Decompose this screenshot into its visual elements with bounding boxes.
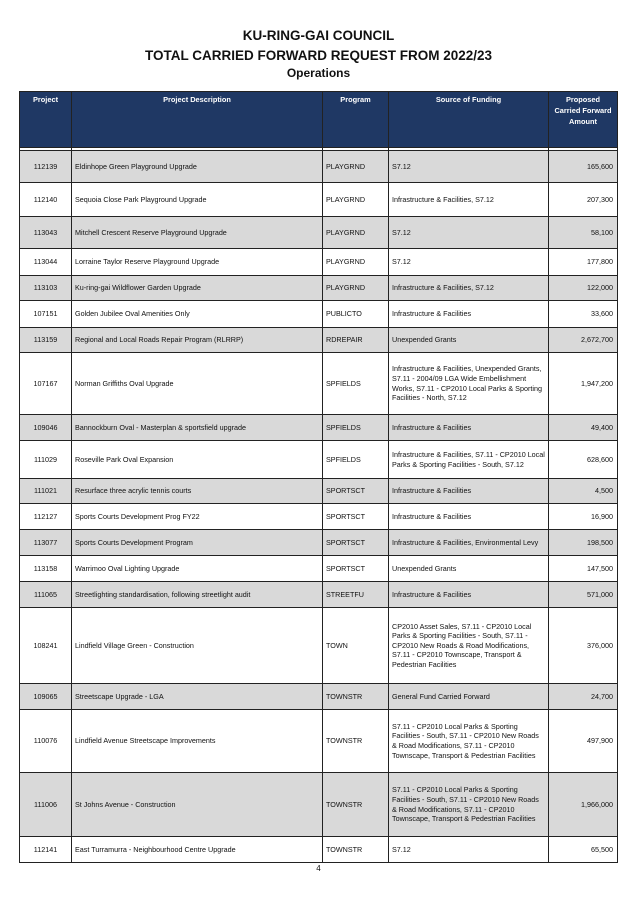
table-header-row: [20, 92, 618, 148]
cell-program: TOWNSTR: [323, 773, 389, 837]
cell-program: RDREPAIR: [323, 328, 389, 353]
cell-project: 113044: [20, 249, 72, 276]
cell-amount: 198,500: [549, 530, 618, 556]
table-row: [20, 556, 618, 582]
cell-project: 112141: [20, 837, 72, 863]
cell-program: PLAYGRND: [323, 217, 389, 249]
cell-project: 113077: [20, 530, 72, 556]
cell-program: SPORTSCT: [323, 504, 389, 530]
cell-description: Sports Courts Development Program: [72, 530, 323, 556]
cell-program: TOWNSTR: [323, 710, 389, 773]
page-number: 4: [316, 864, 321, 873]
cell-program: STREETFU: [323, 582, 389, 608]
cell-description: Streetlighting standardisation, following streetlight audit: [72, 582, 323, 608]
table-body: [20, 148, 618, 863]
cell-funding: S7.11 - CP2010 Local Parks & Sporting Facilities - South, S7.11 - CP2010 New Roads & Road Modifications, S7.11 - CP2010 Townscape, Transport & Pedestrian Facilities: [389, 710, 549, 773]
cell-description: Norman Griffiths Oval Upgrade: [72, 353, 323, 415]
cell-funding: Infrastructure & Facilities, Unexpended Grants, S7.11 - 2004/09 LGA Wide Embellishment Works, S7.11 - CP2010 Local Parks & Sporting Facilities - North, S7.12: [389, 353, 549, 415]
table-row: [20, 183, 618, 217]
cell-project: 109046: [20, 415, 72, 441]
cell-amount: 49,400: [549, 415, 618, 441]
report-subtitle: Operations: [286, 66, 351, 80]
cell-project: 112139: [20, 151, 72, 183]
cell-program: PLAYGRND: [323, 249, 389, 276]
table-row: [20, 151, 618, 183]
table-row: [20, 608, 618, 684]
cell-project: 107167: [20, 353, 72, 415]
cell-project: 113158: [20, 556, 72, 582]
cell-program: PLAYGRND: [323, 276, 389, 301]
cell-description: Warrimoo Oval Lighting Upgrade: [72, 556, 323, 582]
report-org-title: KU-RING-GAI COUNCIL: [242, 28, 395, 43]
cell-program: TOWNSTR: [323, 837, 389, 863]
table-row: [20, 301, 618, 328]
cell-description: Lindfield Avenue Streetscape Improvements: [72, 710, 323, 773]
cell-amount: 165,600: [549, 151, 618, 183]
cell-project: 112127: [20, 504, 72, 530]
cell-program: PLAYGRND: [323, 151, 389, 183]
table-row: [20, 530, 618, 556]
table-row: [20, 582, 618, 608]
cell-description: Golden Jubilee Oval Amenities Only: [72, 301, 323, 328]
table-row: [20, 276, 618, 301]
cell-project: 108241: [20, 608, 72, 684]
cell-amount: 497,900: [549, 710, 618, 773]
cell-funding: Infrastructure & Facilities, S7.12: [389, 276, 549, 301]
cell-funding: Unexpended Grants: [389, 556, 549, 582]
cell-amount: 571,000: [549, 582, 618, 608]
cell-funding: Unexpended Grants: [389, 328, 549, 353]
table-row: [20, 710, 618, 773]
cell-project: 109065: [20, 684, 72, 710]
table-row: [20, 773, 618, 837]
carry-forward-table: [19, 91, 618, 863]
cell-description: Sequoia Close Park Playground Upgrade: [72, 183, 323, 217]
table-row: [20, 415, 618, 441]
col-header-amount: Proposed Carried Forward Amount: [549, 92, 618, 148]
cell-funding: Infrastructure & Facilities: [389, 301, 549, 328]
cell-program: TOWN: [323, 608, 389, 684]
cell-funding: CP2010 Asset Sales, S7.11 - CP2010 Local Parks & Sporting Facilities - South, S7.11 - CP2010 New Roads & Road Modifications, S7.11 - CP2010 Townscape, Transport & Pedestrian Facilities: [389, 608, 549, 684]
table-row: [20, 837, 618, 863]
cell-program: PLAYGRND: [323, 183, 389, 217]
cell-description: Lindfield Village Green - Construction: [72, 608, 323, 684]
cell-funding: Infrastructure & Facilities: [389, 582, 549, 608]
cell-description: St Johns Avenue - Construction: [72, 773, 323, 837]
cell-project: 113043: [20, 217, 72, 249]
table-row: [20, 504, 618, 530]
cell-description: Eldinhope Green Playground Upgrade: [72, 151, 323, 183]
cell-program: SPFIELDS: [323, 441, 389, 479]
cell-description: Sports Courts Development Prog FY22: [72, 504, 323, 530]
col-header-description: Project Description: [72, 92, 323, 148]
cell-description: Resurface three acrylic tennis courts: [72, 479, 323, 504]
table-row: [20, 479, 618, 504]
cell-description: Mitchell Crescent Reserve Playground Upgrade: [72, 217, 323, 249]
cell-program: SPFIELDS: [323, 353, 389, 415]
col-header-funding: Source of Funding: [389, 92, 549, 148]
cell-project: 113159: [20, 328, 72, 353]
cell-program: PUBLICTO: [323, 301, 389, 328]
cell-program: TOWNSTR: [323, 684, 389, 710]
cell-project: 111021: [20, 479, 72, 504]
cell-amount: 24,700: [549, 684, 618, 710]
cell-funding: Infrastructure & Facilities, S7.12: [389, 183, 549, 217]
cell-description: Bannockburn Oval - Masterplan & sportsfield upgrade: [72, 415, 323, 441]
table-row: [20, 684, 618, 710]
cell-funding: Infrastructure & Facilities, S7.11 - CP2010 Local Parks & Sporting Facilities - South, S7.12: [389, 441, 549, 479]
cell-amount: 2,672,700: [549, 328, 618, 353]
cell-funding: Infrastructure & Facilities: [389, 504, 549, 530]
table-row: [20, 441, 618, 479]
cell-description: Ku-ring-gai Wildflower Garden Upgrade: [72, 276, 323, 301]
table-row: [20, 328, 618, 353]
cell-project: 111065: [20, 582, 72, 608]
cell-funding: S7.12: [389, 151, 549, 183]
cell-amount: 16,900: [549, 504, 618, 530]
cell-program: SPFIELDS: [323, 415, 389, 441]
cell-program: SPORTSCT: [323, 556, 389, 582]
cell-funding: S7.11 - CP2010 Local Parks & Sporting Facilities - South, S7.11 - CP2010 New Roads & Road Modifications, S7.11 - CP2010 Townscape, Transport & Pedestrian Facilities: [389, 773, 549, 837]
cell-amount: 65,500: [549, 837, 618, 863]
cell-funding: Infrastructure & Facilities, Environmental Levy: [389, 530, 549, 556]
cell-program: SPORTSCT: [323, 530, 389, 556]
cell-amount: 4,500: [549, 479, 618, 504]
cell-amount: 58,100: [549, 217, 618, 249]
report-title: TOTAL CARRIED FORWARD REQUEST FROM 2022/23: [144, 48, 493, 63]
cell-funding: General Fund Carried Forward: [389, 684, 549, 710]
cell-amount: 628,600: [549, 441, 618, 479]
cell-project: 113103: [20, 276, 72, 301]
cell-funding: Infrastructure & Facilities: [389, 415, 549, 441]
cell-project: 107151: [20, 301, 72, 328]
cell-funding: S7.12: [389, 837, 549, 863]
table-row: [20, 249, 618, 276]
cell-amount: 147,500: [549, 556, 618, 582]
cell-amount: 207,300: [549, 183, 618, 217]
col-header-program: Program: [323, 92, 389, 148]
cell-amount: 122,000: [549, 276, 618, 301]
cell-project: 112140: [20, 183, 72, 217]
cell-program: SPORTSCT: [323, 479, 389, 504]
cell-funding: S7.12: [389, 217, 549, 249]
cell-project: 110076: [20, 710, 72, 773]
cell-description: East Turramurra - Neighbourhood Centre Upgrade: [72, 837, 323, 863]
col-header-project: Project: [20, 92, 72, 148]
cell-funding: S7.12: [389, 249, 549, 276]
cell-description: Roseville Park Oval Expansion: [72, 441, 323, 479]
cell-amount: 376,000: [549, 608, 618, 684]
cell-project: 111006: [20, 773, 72, 837]
cell-amount: 1,947,200: [549, 353, 618, 415]
table-row: [20, 217, 618, 249]
cell-funding: Infrastructure & Facilities: [389, 479, 549, 504]
cell-project: 111029: [20, 441, 72, 479]
cell-amount: 177,800: [549, 249, 618, 276]
cell-amount: 1,966,000: [549, 773, 618, 837]
cell-description: Regional and Local Roads Repair Program (RLRRP): [72, 328, 323, 353]
table-row: [20, 353, 618, 415]
cell-description: Lorraine Taylor Reserve Playground Upgrade: [72, 249, 323, 276]
cell-description: Streetscape Upgrade - LGA: [72, 684, 323, 710]
cell-amount: 33,600: [549, 301, 618, 328]
